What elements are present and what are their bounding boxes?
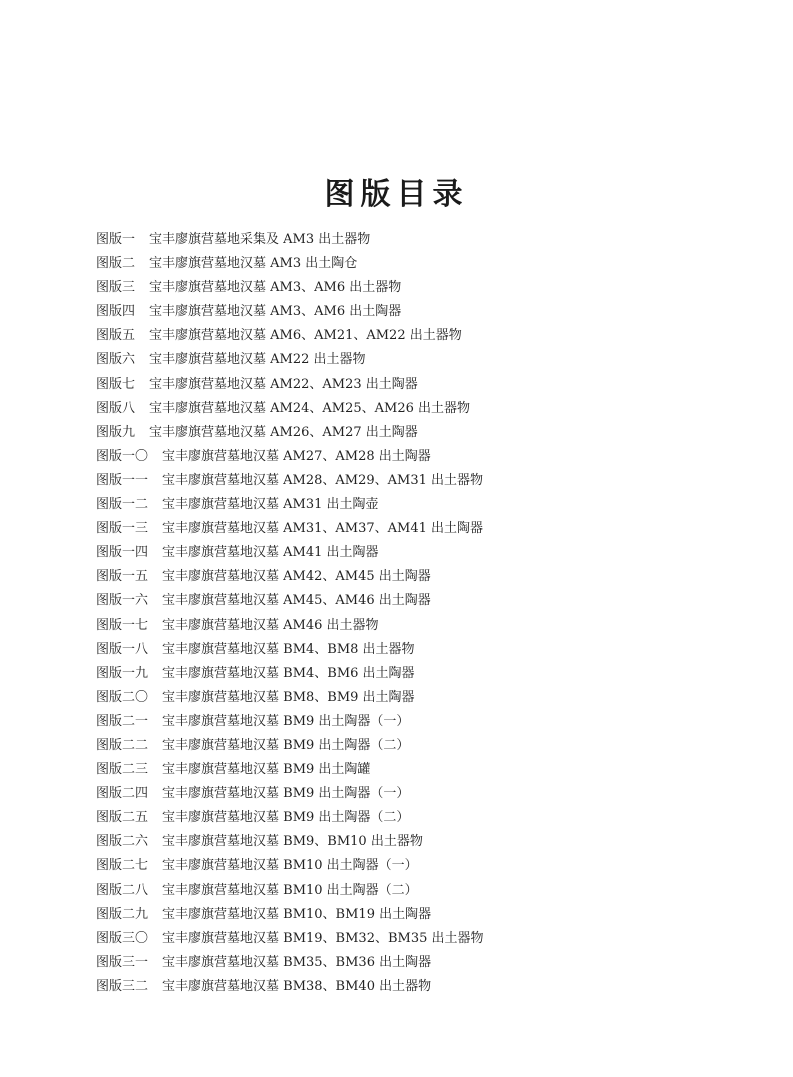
- list-item: [96, 517, 716, 541]
- plate-number: 图版三: [96, 280, 136, 296]
- list-item: [96, 927, 716, 951]
- list-item: [96, 686, 716, 710]
- list-item: [96, 879, 716, 903]
- plate-number: 图版二二: [96, 737, 149, 753]
- list-item: [96, 614, 716, 638]
- plate-caption: 宝丰廖旗营墓地汉墓 AM22、AM23 出土陶器: [149, 376, 418, 392]
- plate-number: 图版二八: [96, 882, 149, 898]
- plate-caption: 宝丰廖旗营墓地汉墓 BM10 出土陶器（一）: [162, 858, 418, 874]
- plate-number: 图版二六: [96, 834, 149, 850]
- plate-number: 图版一五: [96, 569, 149, 585]
- plate-caption: 宝丰廖旗营墓地汉墓 BM35、BM36 出土陶器: [162, 954, 432, 970]
- list-item: [96, 565, 716, 589]
- list-item: [96, 228, 716, 252]
- plate-number: 图版二三: [96, 762, 149, 778]
- plate-caption: 宝丰廖旗营墓地采集及 AM3 出土器物: [149, 232, 371, 247]
- plate-number: 图版一一: [96, 472, 149, 488]
- plate-number: 图版七: [96, 376, 136, 392]
- plate-caption: 宝丰廖旗营墓地汉墓 AM46 出土器物: [162, 617, 379, 633]
- plate-caption: 宝丰廖旗营墓地汉墓 BM9 出土陶罐: [162, 762, 371, 778]
- list-item: [96, 397, 716, 421]
- plate-number: 图版三二: [96, 978, 149, 994]
- plate-caption: 宝丰廖旗营墓地汉墓 BM8、BM9 出土陶器: [162, 689, 415, 705]
- list-item: [96, 421, 716, 445]
- plate-number: 图版一四: [96, 545, 149, 561]
- plate-number: 图版一三: [96, 521, 149, 537]
- plate-caption: 宝丰廖旗营墓地汉墓 AM3、AM6 出土陶器: [149, 304, 402, 320]
- plate-number: 图版二九: [96, 906, 149, 922]
- plate-caption: 宝丰廖旗营墓地汉墓 AM31 出土陶壶: [162, 497, 379, 513]
- list-item: [96, 541, 716, 565]
- plate-caption: 宝丰廖旗营墓地汉墓 AM45、AM46 出土陶器: [162, 593, 431, 609]
- list-item: [96, 638, 716, 662]
- plate-caption: 宝丰廖旗营墓地汉墓 BM4、BM6 出土陶器: [162, 665, 415, 681]
- list-item: [96, 276, 716, 300]
- plate-number: 图版一〇: [96, 448, 149, 464]
- page-title: 图版目录: [324, 177, 469, 213]
- plate-number: 图版二: [96, 256, 136, 272]
- plate-caption: 宝丰廖旗营墓地汉墓 AM27、AM28 出土陶器: [162, 448, 431, 464]
- plate-number: 图版二五: [96, 810, 149, 826]
- list-item: [96, 300, 716, 324]
- list-item: [96, 710, 716, 734]
- plate-caption: 宝丰廖旗营墓地汉墓 BM9、BM10 出土器物: [162, 834, 423, 850]
- plate-caption: 宝丰廖旗营墓地汉墓 AM31、AM37、AM41 出土陶器: [162, 521, 484, 537]
- plate-caption: 宝丰廖旗营墓地汉墓 BM9 出土陶器（二）: [162, 737, 410, 753]
- plate-caption: 宝丰廖旗营墓地汉墓 AM6、AM21、AM22 出土器物: [149, 328, 462, 344]
- plate-number: 图版二一: [96, 713, 149, 729]
- plate-caption: 宝丰廖旗营墓地汉墓 BM9 出土陶器（一）: [162, 786, 410, 802]
- plate-number: 图版二四: [96, 786, 149, 802]
- plate-caption: 宝丰廖旗营墓地汉墓 BM9 出土陶器（一）: [162, 713, 410, 729]
- list-item: [96, 975, 716, 999]
- plate-caption: 宝丰廖旗营墓地汉墓 BM4、BM8 出土器物: [162, 641, 415, 657]
- plate-number: 图版八: [96, 400, 136, 416]
- plate-caption: 宝丰廖旗营墓地汉墓 AM24、AM25、AM26 出土器物: [149, 400, 471, 416]
- list-item: [96, 373, 716, 397]
- plate-caption: 宝丰廖旗营墓地汉墓 BM10、BM19 出土陶器: [162, 906, 432, 922]
- plate-number: 图版五: [96, 328, 136, 344]
- plate-list: [96, 228, 716, 999]
- list-item: [96, 469, 716, 493]
- plate-caption: 宝丰廖旗营墓地汉墓 BM19、BM32、BM35 出土器物: [162, 930, 484, 946]
- plate-caption: 宝丰廖旗营墓地汉墓 AM26、AM27 出土陶器: [149, 424, 418, 440]
- list-item: [96, 493, 716, 517]
- plate-caption: 宝丰廖旗营墓地汉墓 AM42、AM45 出土陶器: [162, 569, 431, 585]
- plate-number: 图版六: [96, 352, 136, 368]
- list-item: [96, 348, 716, 372]
- plate-number: 图版三一: [96, 954, 149, 970]
- plate-number: 图版一二: [96, 497, 149, 513]
- plate-number: 图版四: [96, 304, 136, 320]
- list-item: [96, 252, 716, 276]
- list-item: [96, 324, 716, 348]
- list-item: [96, 782, 716, 806]
- plate-caption: 宝丰廖旗营墓地汉墓 BM10 出土陶器（二）: [162, 882, 418, 898]
- plate-caption: 宝丰廖旗营墓地汉墓 AM22 出土器物: [149, 352, 366, 368]
- list-item: [96, 758, 716, 782]
- list-item: [96, 854, 716, 878]
- plate-caption: 宝丰廖旗营墓地汉墓 AM3 出土陶仓: [149, 256, 358, 272]
- plate-number: 图版二七: [96, 858, 149, 874]
- list-item: [96, 734, 716, 758]
- list-item: [96, 662, 716, 686]
- plate-caption: 宝丰廖旗营墓地汉墓 BM38、BM40 出土器物: [162, 978, 432, 994]
- plate-number: 图版三〇: [96, 930, 149, 946]
- list-item: [96, 903, 716, 927]
- list-item: [96, 589, 716, 613]
- list-item: [96, 445, 716, 469]
- plate-number: 图版一九: [96, 665, 149, 681]
- list-item: [96, 806, 716, 830]
- plate-number: 图版九: [96, 424, 136, 440]
- plate-caption: 宝丰廖旗营墓地汉墓 AM3、AM6 出土器物: [149, 280, 402, 296]
- list-item: [96, 830, 716, 854]
- plate-number: 图版二〇: [96, 689, 149, 705]
- plate-number: 图版一八: [96, 641, 149, 657]
- list-item: [96, 951, 716, 975]
- plate-caption: 宝丰廖旗营墓地汉墓 AM28、AM29、AM31 出土器物: [162, 472, 484, 488]
- plate-number: 图版一六: [96, 593, 149, 609]
- plate-caption: 宝丰廖旗营墓地汉墓 BM9 出土陶器（二）: [162, 810, 410, 826]
- plate-caption: 宝丰廖旗营墓地汉墓 AM41 出土陶器: [162, 545, 379, 561]
- plate-number: 图版一七: [96, 617, 149, 633]
- plate-number: 图版一: [96, 232, 136, 247]
